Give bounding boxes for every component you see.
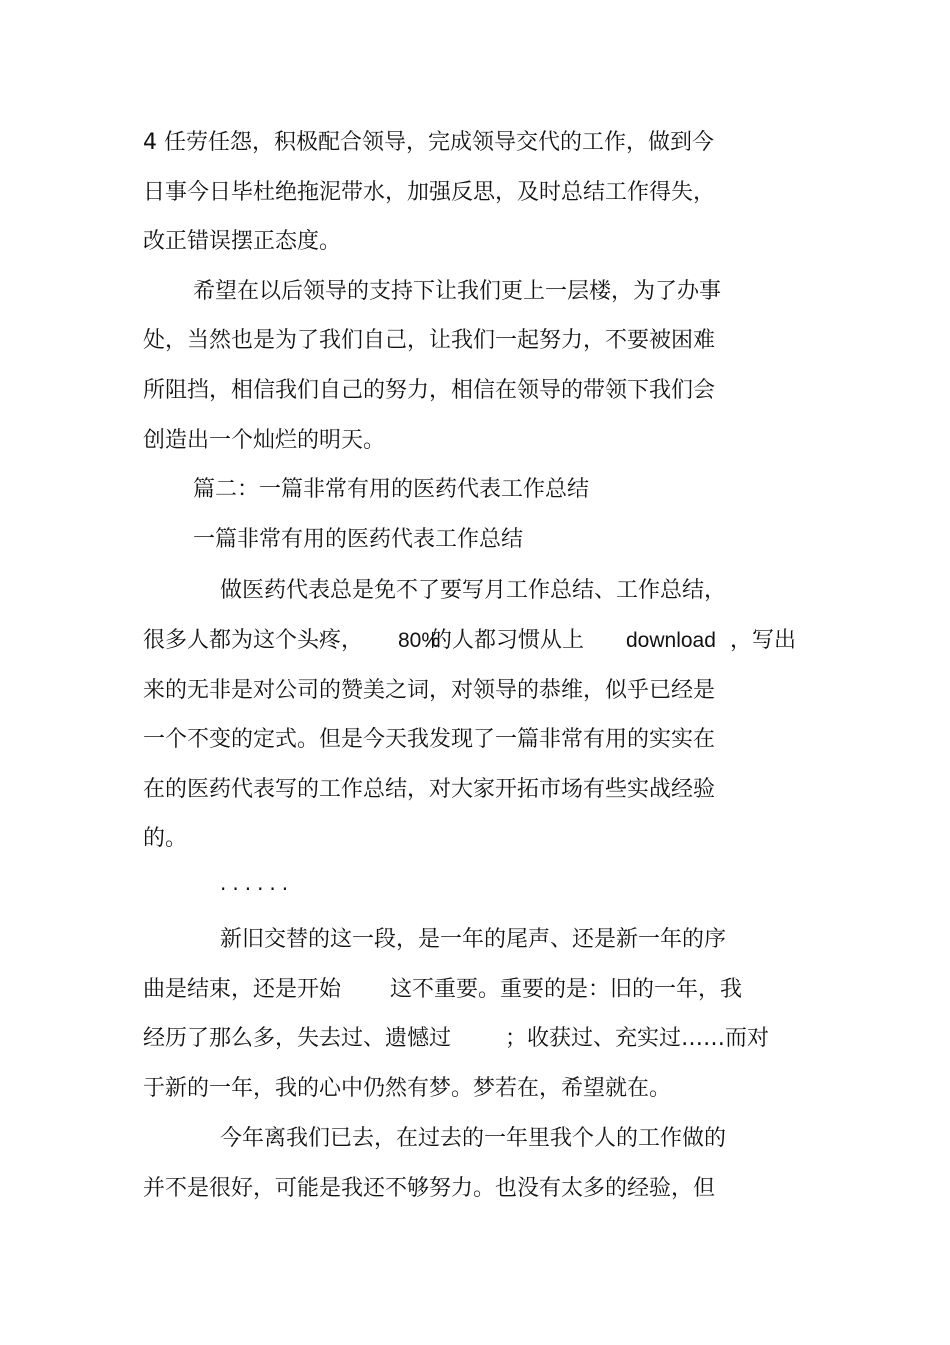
text-line: 的。 [143, 826, 188, 851]
text-line: 于新的一年，我的心中仍然有梦。梦若在，希望就在。 [143, 1076, 672, 1101]
text-line: download [626, 629, 716, 652]
section-heading: 篇二：一篇非常有用的医药代表工作总结 [193, 477, 590, 502]
article-title: 一篇非常有用的医药代表工作总结 [193, 527, 524, 552]
text-line: 做医药代表总是免不了要写月工作总结、工作总结， [220, 578, 727, 603]
text-line: 并不是很好，可能是我还不够努力。也没有太多的经验，但 [143, 1176, 716, 1201]
text-line: 日事今日毕杜绝拖泥带水，加强反思，及时总结工作得失， [143, 180, 716, 205]
text-line: 创造出一个灿烂的明天。 [143, 428, 386, 453]
text-line: 经历了那么多，失去过、遗憾过 [143, 1026, 452, 1051]
text-line: 改正错误摆正态度。 [143, 229, 342, 254]
text-line: ，写出 [730, 628, 797, 653]
text-line: 新旧交替的这一段，是一年的尾声、还是新一年的序 [220, 927, 727, 952]
text-line: 所阻挡，相信我们自己的努力，相信在领导的带领下我们会 [143, 378, 716, 403]
text-line: 希望在以后领导的支持下让我们更上一层楼，为了办事 [193, 279, 722, 304]
text-line: 曲是结束，还是开始 [143, 977, 342, 1002]
text-line: 来的无非是对公司的赞美之词，对领导的恭维，似乎已经是 [143, 678, 716, 703]
text-line: 80% [398, 629, 441, 652]
text-line: 这不重要。重要的是：旧的一年，我 [390, 977, 743, 1002]
text-line: 的人都习惯从上 [430, 628, 585, 653]
text-line: 今年离我们已去，在过去的一年里我个人的工作做的 [220, 1126, 727, 1151]
text-line: 在的医药代表写的工作总结，对大家开拓市场有些实战经验 [143, 777, 716, 802]
text-line: 处，当然也是为了我们自己，让我们一起努力，不要被困难 [143, 328, 716, 353]
text-line: 4 任劳任怨，积极配合领导，完成领导交代的工作，做到今 [143, 130, 714, 155]
ellipsis-divider: ······ [220, 877, 295, 901]
text-line: 很多人都为这个头疼， [143, 628, 364, 653]
text-line: ；收获过、充实过……而对 [505, 1026, 770, 1051]
text-line: 一个不变的定式。但是今天我发现了一篇非常有用的实实在 [143, 727, 716, 752]
